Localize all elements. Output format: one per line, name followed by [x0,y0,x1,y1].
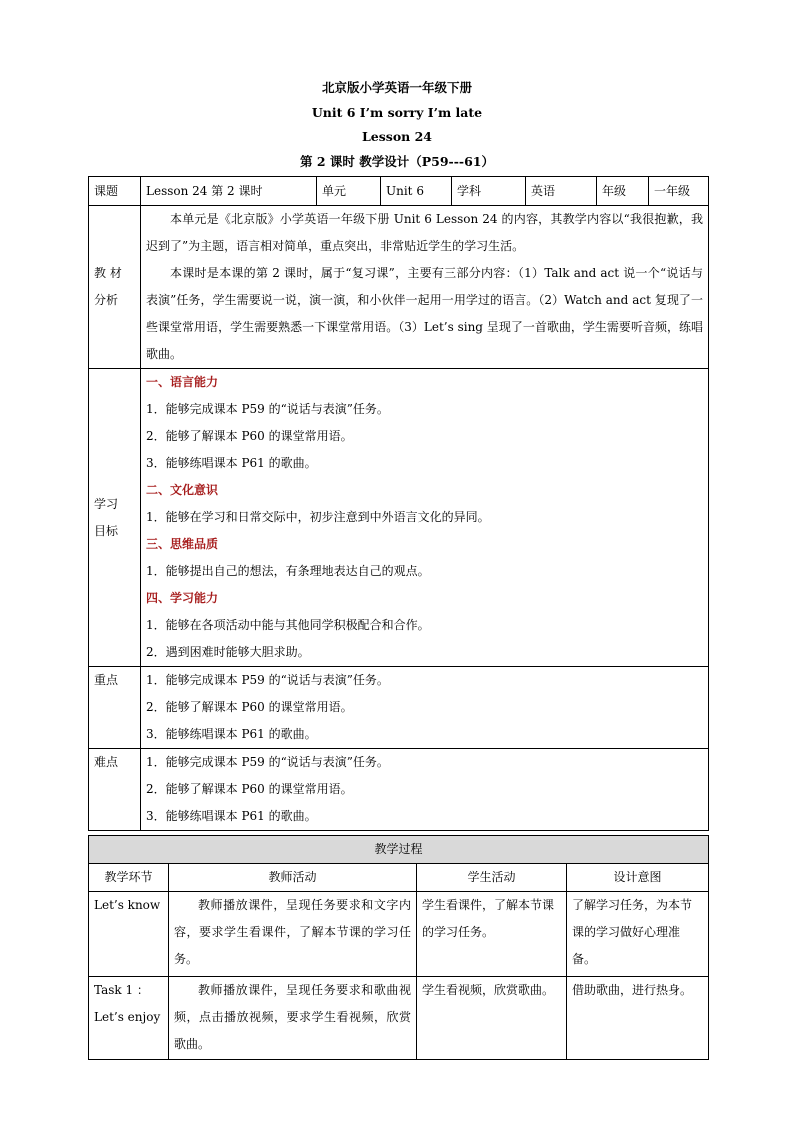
design-intent: 了解学习任务，为本节课的学习做好心理准备。 [567,892,709,977]
goal-heading: 四、学习能力 [146,591,219,605]
process-title-row [89,836,709,864]
difficulty-item: 3．能够练唱课本 P61 的歌曲。 [146,809,317,823]
difficulties-content [141,749,709,831]
difficulties-label: 难点 [89,749,141,831]
goals-content [141,369,709,667]
design-intent: 借助歌曲，进行热身。 [567,977,709,1060]
header-student: 学生活动 [417,864,567,892]
doc-title-lesson: Lesson 24 [362,129,432,144]
difficulties-row [89,749,709,831]
analysis-row [89,206,709,369]
key-points-label: 重点 [89,667,141,749]
goals-row [89,369,709,667]
goal-item: 3．能够练唱课本 P61 的歌曲。 [146,456,317,470]
key-points-row [89,667,709,749]
goal-item: 1．能够在学习和日常交际中，初步注意到中外语言文化的异同。 [146,510,490,524]
analysis-paragraph: 本单元是《北京版》小学英语一年级下册 Unit 6 Lesson 24 的内容，其教学内容以“我很抱歉，我迟到了”为主题，语言相对简单，重点突出，非常贴近学生的学习生活。 [146,212,703,253]
analysis-content [141,206,709,369]
teaching-process-table [88,835,709,1060]
subject-label: 学科 [452,177,526,206]
header-intent: 设计意图 [567,864,709,892]
key-point-item: 1．能够完成课本 P59 的“说话与表演”任务。 [146,673,389,687]
goal-item: 2．遇到困难时能够大胆求助。 [146,645,310,659]
difficulty-item: 2．能够了解课本 P60 的课堂常用语。 [146,782,353,796]
stage-cell: Let’s know [89,892,169,977]
unit-label: 单元 [317,177,381,206]
grade-value: 一年级 [649,177,709,206]
teacher-activity: 教师播放课件，呈现任务要求和歌曲视频，点击播放视频，要求学生看视频，欣赏歌曲。 [169,977,417,1060]
info-row [89,177,709,206]
document-header [0,76,794,174]
analysis-label: 教 材 分析 [89,206,141,369]
key-point-item: 2．能够了解课本 P60 的课堂常用语。 [146,700,353,714]
difficulty-item: 1．能够完成课本 P59 的“说话与表演”任务。 [146,755,389,769]
goal-item: 1．能够提出自己的想法，有条理地表达自己的观点。 [146,564,430,578]
goal-heading: 一、语言能力 [146,375,219,389]
grade-label: 年级 [597,177,649,206]
topic-value: Lesson 24 第 2 课时 [141,177,317,206]
process-title: 教学过程 [89,836,709,864]
teacher-activity: 教师播放课件，呈现任务要求和文字内容，要求学生看课件，了解本节课的学习任务。 [169,892,417,977]
goal-item: 1．能够在各项活动中能与其他同学积极配合和合作。 [146,618,430,632]
topic-label: 课题 [89,177,141,206]
goals-label: 学习 目标 [89,369,141,667]
analysis-paragraph: 本课时是本课的第 2 课时，属于“复习课”，主要有三部分内容：（1）Talk and act 说一个“说话与表演”任务，学生需要说一说，演一演，和小伙伴一起用一用学过的语言。（2）Watch and act 复现了一些课堂常用语，学生需要熟悉一下课堂常用语。（3）Let’s sing 呈现了一首歌曲，学生需要听音频，练唱歌曲。 [146,266,703,361]
key-point-item: 3．能够练唱课本 P61 的歌曲。 [146,727,317,741]
student-activity: 学生看视频，欣赏歌曲。 [417,977,567,1060]
process-row [89,892,709,977]
header-stage: 教学环节 [89,864,169,892]
doc-title-book: 北京版小学英语一年级下册 [321,80,472,95]
student-activity: 学生看课件，了解本节课的学习任务。 [417,892,567,977]
header-teacher: 教师活动 [169,864,417,892]
goal-item: 2．能够了解课本 P60 的课堂常用语。 [146,429,353,443]
process-row [89,977,709,1060]
subject-value: 英语 [526,177,597,206]
goal-heading: 三、思维品质 [146,537,219,551]
doc-title-unit: Unit 6 I’m sorry I’m late [311,104,483,120]
doc-title-period: 第 2 课时 教学设计（P59---61） [299,153,494,169]
stage-cell: Task 1 ： Let’s enjoy [89,977,169,1060]
goal-heading: 二、文化意识 [146,483,219,497]
goal-item: 1．能够完成课本 P59 的“说话与表演”任务。 [146,402,389,416]
lesson-info-table [88,176,709,831]
process-header-row [89,864,709,892]
key-points-content [141,667,709,749]
unit-value: Unit 6 [381,177,452,206]
